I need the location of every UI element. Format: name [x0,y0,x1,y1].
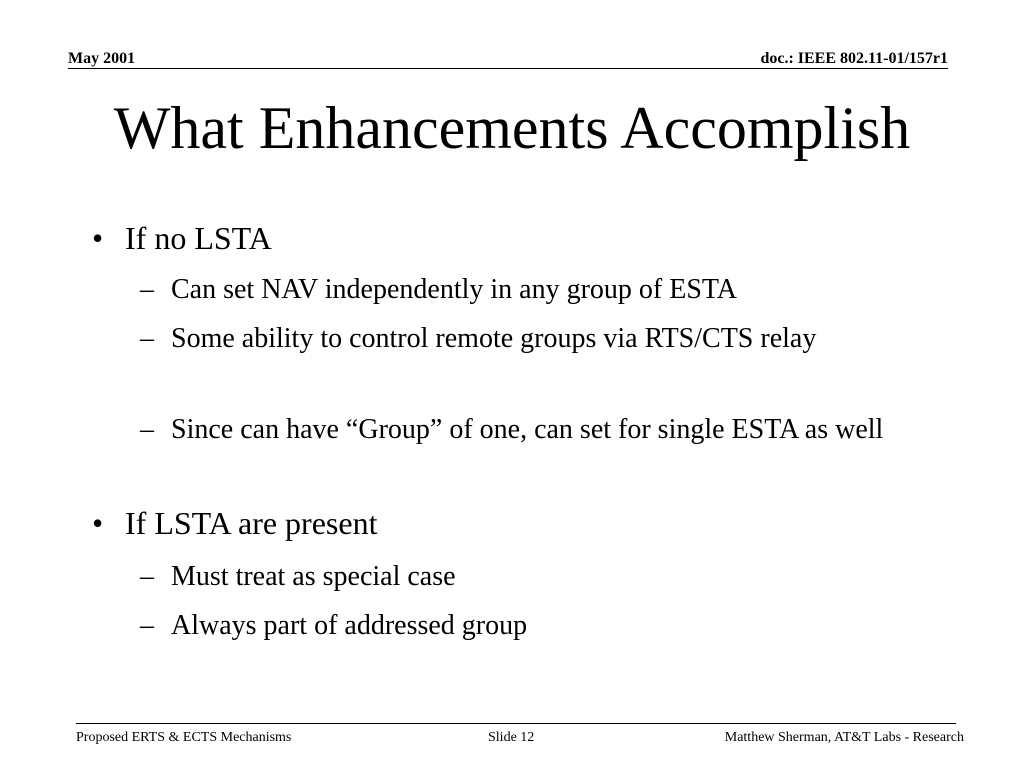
sub-bullet-dash: – [140,414,154,445]
sub-bullet-item: Must treat as special case [171,561,456,592]
bullet-item-lsta-present: If LSTA are present [125,505,378,541]
bullet-marker: • [92,220,104,256]
header-date: May 2001 [68,50,136,67]
footer-rule [76,723,956,724]
sub-bullet-item: Can set NAV independently in any group of ESTA [171,274,737,305]
bullet-marker: • [92,505,104,541]
footer-author: Matthew Sherman, AT&T Labs - Research [724,730,964,745]
header-doc-id: doc.: IEEE 802.11-01/157r1 [760,50,948,67]
footer-presentation-title: Proposed ERTS & ECTS Mechanisms [76,730,292,745]
bullet-item-no-lsta: If no LSTA [125,220,272,256]
sub-bullet-dash: – [140,274,154,305]
sub-bullet-dash: – [140,561,154,592]
sub-bullet-item: Always part of addressed group [171,610,528,641]
sub-bullet-item: Since can have “Group” of one, can set for single ESTA as well [171,414,884,445]
sub-bullet-dash: – [140,323,154,354]
footer-slide-number: Slide 12 [488,730,535,745]
slide-title: What Enhancements Accomplish [113,95,911,161]
sub-bullet-dash: – [140,610,154,641]
sub-bullet-item: Some ability to control remote groups via RTS/CTS relay [171,323,817,354]
